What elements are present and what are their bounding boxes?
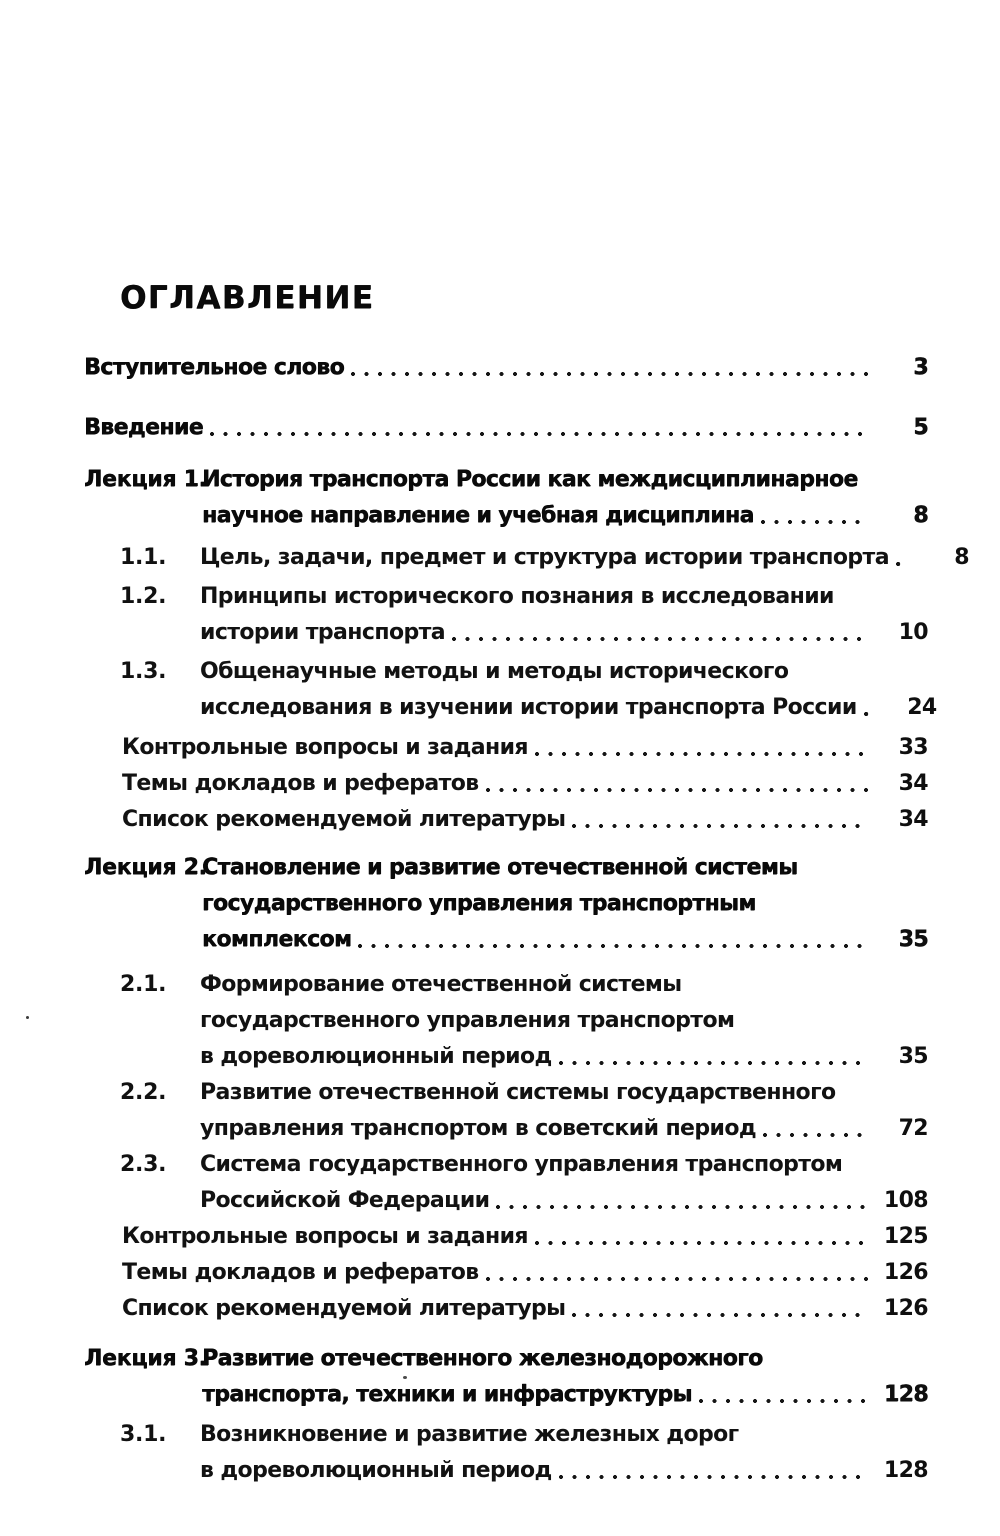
entry-text: Российской Федерации <box>200 1188 490 1213</box>
section-number: 1.2. <box>120 584 167 609</box>
page-number: 33 <box>898 735 928 760</box>
dot-leader <box>698 1377 868 1413</box>
section-number: 1.3. <box>120 659 167 684</box>
toc-entry <box>120 967 928 1075</box>
entry-text: Формирование отечественной системы <box>200 972 682 997</box>
toc-entry <box>84 462 928 534</box>
toc-entry <box>120 1417 928 1489</box>
entry-text: Общенаучные методы и методы исторического <box>200 659 789 684</box>
entry-text: научное направление и учебная дисциплина <box>202 503 754 528</box>
dot-leader <box>451 615 868 651</box>
page-number: 24 <box>907 695 937 720</box>
section-number: 3.1. <box>120 1422 167 1447</box>
dot-leader <box>558 1039 868 1075</box>
entry-text: комплексом <box>202 927 352 952</box>
page-number: 8 <box>913 503 928 528</box>
entry-text: История транспорта России как междисциплинарное <box>202 467 858 492</box>
dot-leader <box>485 766 868 802</box>
lecture-number: Лекция 1. <box>84 467 207 492</box>
entry-text: Контрольные вопросы и задания <box>122 735 528 760</box>
entry-text: Контрольные вопросы и задания <box>122 1224 528 1249</box>
entry-text: Темы докладов и рефератов <box>122 771 479 796</box>
entry-text: транспорта, техники и инфраструктуры <box>202 1382 692 1407</box>
entry-text: Система государственного управления транспортом <box>200 1152 843 1177</box>
entry-text: в дореволюционный период <box>200 1458 552 1483</box>
page-number: 126 <box>883 1296 928 1321</box>
toc-entry <box>122 1291 928 1327</box>
page-number: 35 <box>898 927 928 952</box>
entry-text: Цель, задачи, предмет и структура истории транспорта <box>200 545 889 570</box>
dot-leader <box>209 410 868 446</box>
page-number: 8 <box>954 545 969 570</box>
entry-text: в дореволюционный период <box>200 1044 552 1069</box>
page-number: 35 <box>898 1044 928 1069</box>
section-number: 2.3. <box>120 1152 167 1177</box>
toc-entry <box>84 1341 928 1413</box>
dot-leader <box>485 1255 868 1291</box>
toc-entry <box>84 410 928 446</box>
dot-leader <box>895 540 909 576</box>
page-title: ОГЛАВЛЕНИЕ <box>120 280 375 316</box>
lecture-number: Лекция 3. <box>84 1346 207 1371</box>
lecture-number: Лекция 2. <box>84 855 207 880</box>
toc-entry <box>120 1147 928 1219</box>
page-number: 3 <box>913 355 928 380</box>
entry-text: Вступительное слово <box>84 355 345 380</box>
dot-leader <box>534 730 868 766</box>
toc-entry <box>122 1255 928 1291</box>
entry-text: Развитие отечественной системы государственного <box>200 1080 836 1105</box>
entry-text: государственного управления транспортом <box>200 1008 735 1033</box>
page-number: 128 <box>883 1382 928 1407</box>
toc-entry <box>122 802 928 838</box>
toc-entry <box>84 350 928 386</box>
dot-leader <box>571 1291 868 1327</box>
dot-leader <box>534 1219 868 1255</box>
entry-text: государственного управления транспортным <box>202 891 756 916</box>
page-number: 5 <box>913 415 928 440</box>
dot-leader <box>357 922 868 958</box>
page-number: 72 <box>898 1116 928 1141</box>
entry-text: Введение <box>84 415 204 440</box>
entry-text: Темы докладов и рефератов <box>122 1260 479 1285</box>
entry-text: истории транспорта <box>200 620 446 645</box>
toc-entry <box>120 1075 928 1147</box>
section-number: 1.1. <box>120 545 167 570</box>
dot-leader <box>495 1183 868 1219</box>
dot-leader <box>558 1453 868 1489</box>
entry-text: Принципы исторического познания в исследовании <box>200 584 834 609</box>
dot-leader <box>571 802 868 838</box>
scan-artifact-dot <box>26 1016 29 1019</box>
toc-entry <box>84 850 928 958</box>
toc-entry <box>122 730 928 766</box>
page-number: 128 <box>883 1458 928 1483</box>
page-number: 126 <box>883 1260 928 1285</box>
entry-text: Развитие отечественного железнодорожного <box>202 1346 763 1371</box>
page-number: 34 <box>898 807 928 832</box>
page-number: 108 <box>883 1188 928 1213</box>
section-number: 2.2. <box>120 1080 167 1105</box>
page-number: 10 <box>898 620 928 645</box>
entry-text: Возникновение и развитие железных дорог <box>200 1422 739 1447</box>
toc-entry <box>122 1219 928 1255</box>
dot-leader <box>863 690 877 726</box>
section-number: 2.1. <box>120 972 167 997</box>
toc-entry <box>120 540 969 576</box>
toc-entry <box>120 579 928 651</box>
page-number: 125 <box>883 1224 928 1249</box>
entry-text: исследования в изучении истории транспорта России <box>200 695 857 720</box>
entry-text: управления транспортом в советский период <box>200 1116 757 1141</box>
dot-leader <box>350 350 868 386</box>
entry-text: Список рекомендуемой литературы <box>122 807 566 832</box>
toc-entry <box>120 654 937 726</box>
dot-leader <box>762 1111 868 1147</box>
entry-text: Список рекомендуемой литературы <box>122 1296 566 1321</box>
toc-page <box>84 280 969 1489</box>
toc-entry <box>122 766 928 802</box>
dot-leader <box>760 498 868 534</box>
entry-text: Становление и развитие отечественной системы <box>202 855 798 880</box>
page-number: 34 <box>898 771 928 796</box>
scan-artifact-dot <box>403 1376 407 1379</box>
